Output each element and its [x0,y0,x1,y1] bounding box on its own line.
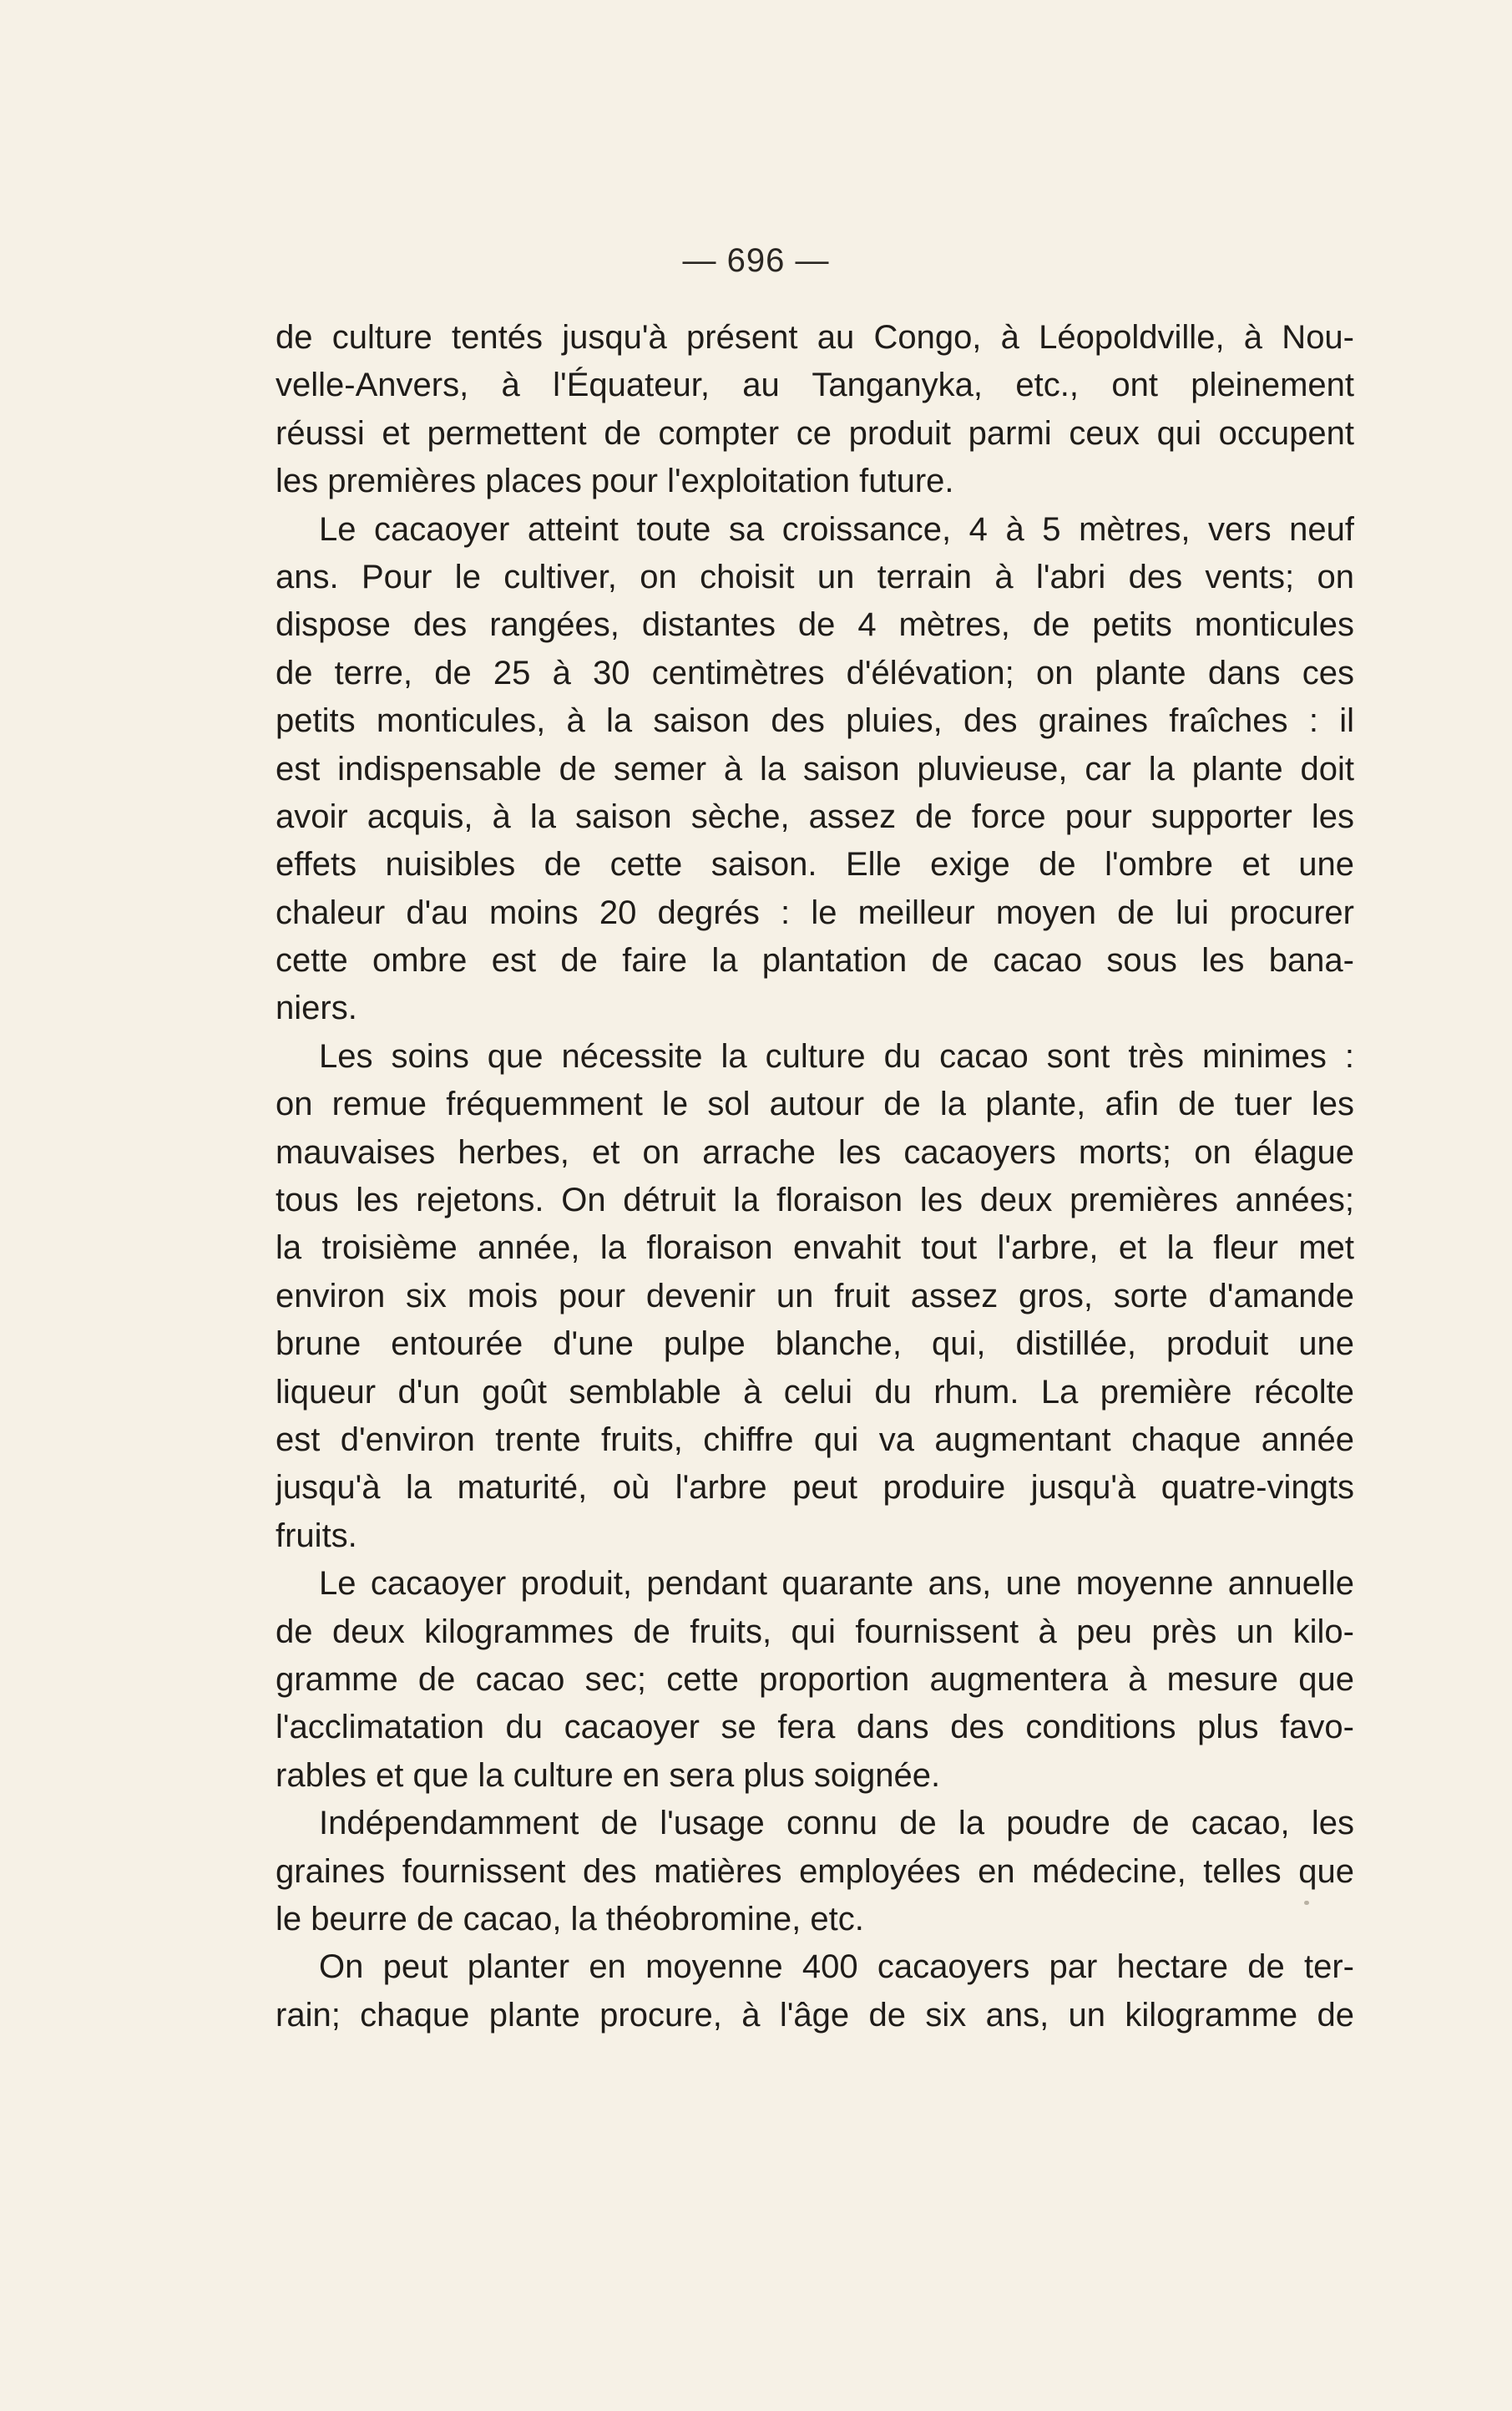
text-line: jusqu'à la maturité, où l'arbre peut produire jusqu'à quatre-vingts [276,1469,1354,1507]
text-line: gramme de cacao sec; cette proportion augmentera à mesure que [276,1660,1354,1698]
text-line: Indépendamment de l'usage connu de la poudre de cacao, les [319,1805,1354,1842]
paragraph-6 [276,1943,1354,2039]
text-line: de culture tentés jusqu'à présent au Congo, à Léopoldville, à Nou- [276,319,1354,356]
text-line: chaleur d'au moins 20 degrés : le meilleur moyen de lui procurer [276,894,1354,931]
text-line: fruits. [276,1517,357,1554]
text-line: de deux kilogrammes de fruits, qui fournissent à peu près un kilo- [276,1613,1354,1650]
text-line: Le cacaoyer atteint toute sa croissance, 4 à 5 mètres, vers neuf [319,510,1354,548]
text-line: graines fournissent des matières employées en médecine, telles que [276,1852,1354,1890]
text-line: liqueur d'un goût semblable à celui du rhum. La première récolte [276,1373,1354,1411]
text-line: ans. Pour le cultiver, on choisit un terrain à l'abri des vents; on [276,558,1354,595]
text-line: petits monticules, à la saison des pluies, des graines fraîches : il [276,702,1354,740]
text-line: effets nuisibles de cette saison. Elle exige de l'ombre et une [276,846,1354,884]
text-line: cette ombre est de faire la plantation de cacao sous les bana- [276,942,1354,980]
paragraph-5 [276,1800,1354,1943]
text-line: mauvaises herbes, et on arrache les cacaoyers morts; on élague [276,1133,1354,1171]
text-line: est d'environ trente fruits, chiffre qui va augmentant chaque année [276,1421,1354,1458]
text-line: les premières places pour l'exploitation future. [276,463,954,500]
scan-speck [1304,1901,1309,1905]
page-number: — 696 — [682,242,830,279]
text-line: avoir acquis, à la saison sèche, assez de force pour supporter les [276,798,1354,835]
text-line: On peut planter en moyenne 400 cacaoyers par hectare de ter- [319,1948,1354,1986]
text-line: velle-Anvers, à l'Équateur, au Tanganyka, etc., ont pleinement [276,367,1354,404]
paragraph-2 [276,506,1354,1033]
body-text [276,314,1354,2039]
text-line: dispose des rangées, distantes de 4 mètres, de petits monticules [276,606,1354,644]
text-line: Les soins que nécessite la culture du cacao sont très minimes : [319,1037,1354,1075]
text-line: est indispensable de semer à la saison pluvieuse, car la plante doit [276,750,1354,788]
text-line: on remue fréquemment le sol autour de la plante, afin de tuer les [276,1086,1354,1123]
paragraph-1 [276,314,1354,506]
text-line: la troisième année, la floraison envahit tout l'arbre, et la fleur met [276,1229,1354,1267]
text-line: rain; chaque plante procure, à l'âge de six ans, un kilogramme de [276,1996,1354,2034]
paragraph-3 [276,1033,1354,1560]
text-line: brune entourée d'une pulpe blanche, qui, distillée, produit une [276,1325,1354,1363]
text-line: tous les rejetons. On détruit la floraison les deux premières années; [276,1182,1354,1219]
text-line: le beurre de cacao, la théobromine, etc. [276,1900,864,1937]
text-line: Le cacaoyer produit, pendant quarante ans, une moyenne annuelle [319,1565,1354,1603]
text-line: l'acclimatation du cacaoyer se fera dans des conditions plus favo- [276,1709,1354,1746]
text-line: rables et que la culture en sera plus soignée. [276,1756,941,1794]
text-line: environ six mois pour devenir un fruit assez gros, sorte d'amande [276,1277,1354,1314]
text-line: niers. [276,990,357,1027]
text-line: réussi et permettent de compter ce produit parmi ceux qui occupent [276,414,1354,452]
text-line: de terre, de 25 à 30 centimètres d'élévation; on plante dans ces [276,654,1354,691]
paragraph-4 [276,1560,1354,1800]
